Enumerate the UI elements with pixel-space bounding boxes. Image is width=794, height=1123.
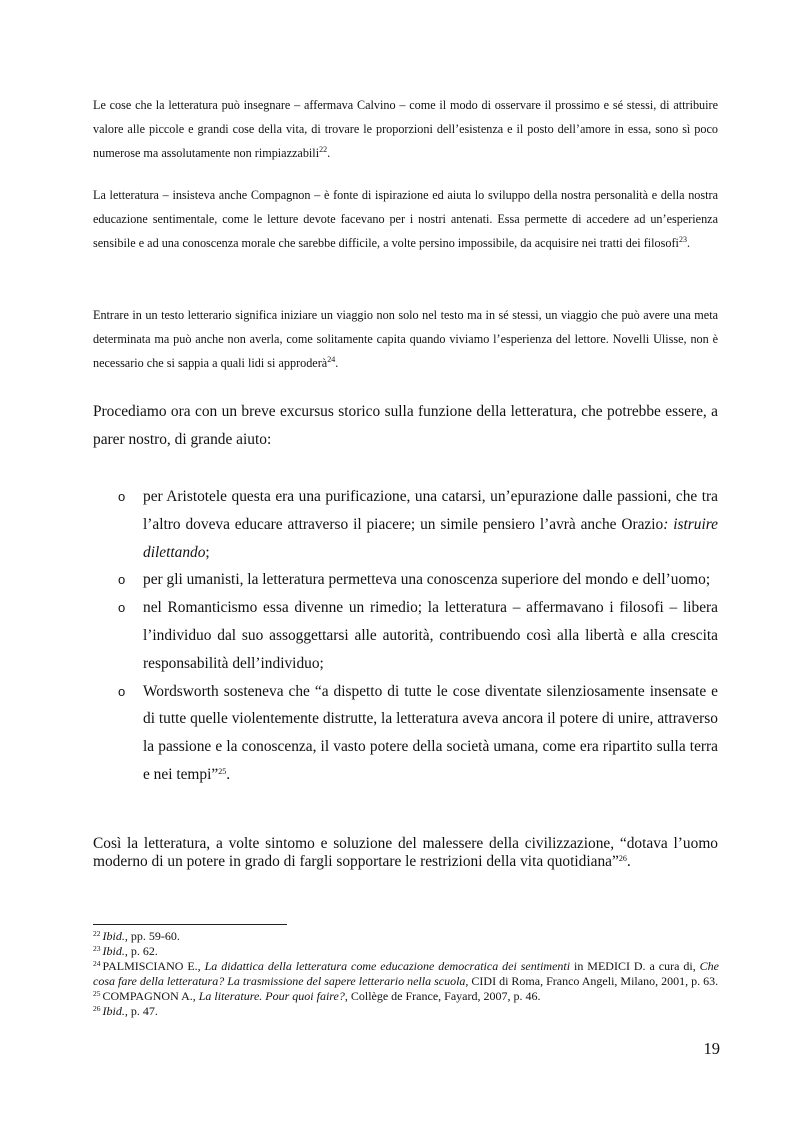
footnote-26: $^{26}$ Ibid., p. 47. — [93, 1004, 158, 1018]
list-item: o per gli umanisti, la letteratura permetteva una conoscenza superiore del mondo e dell’uomo; — [93, 566, 718, 594]
list-item: o per Aristotele questa era una purificazione, una catarsi, un’epurazione dalle passioni, che tra l’altro doveva educare attraverso il piacere; un simile pensiero l’avrà anche Orazio: istruire dilettando; — [93, 483, 718, 566]
block-quote-calvino: Le cose che la letteratura può insegnare – affermava Calvino – come il modo di osservare il prossimo e sé stessi, di attribuire valore alle piccole e grandi cose della vita, di trovare le proporzioni dell’esistenza e il posto dell’amore in essa, sono sì poco numerose ma assolutamente non rimpiazzabili$^{22}$. — [93, 98, 718, 160]
list-item: o nel Romanticismo essa divenne un rimedio; la letteratura – affermavano i filosofi – libera l’individuo dal suo assoggettarsi alle autorità, contribuendo così alla libertà e alla crescita responsabilità dell’individuo; — [93, 594, 718, 677]
history-bullet-list — [93, 483, 718, 789]
footnotes — [93, 929, 719, 1019]
bullet-marker: o — [118, 572, 126, 588]
bullet-marker: o — [118, 600, 126, 616]
footnote-22: $^{22}$ Ibid., pp. 59-60. — [93, 929, 180, 943]
block-quote-ulisse: Entrare in un testo letterario significa iniziare un viaggio non solo nel testo ma in sé stessi, un viaggio che può avere una meta determinata ma può anche non averla, come solitamente capita quando viviamo l’esperienza del lettore. Novelli Ulisse, non è necessario che si sappia a quali lidi si approderà$^{24}$. — [93, 308, 718, 370]
page-number: 19 — [703, 1039, 720, 1058]
bullet-marker: o — [118, 683, 126, 699]
footnote-ref-24[interactable]: 24 — [327, 355, 336, 364]
list-item: o Wordsworth sosteneva che “a dispetto di tutte le cose diventate silenziosamente insensate e di tutte quelle violentemente distrutte, la letteratura aveva ancora il potere di unire, attraverso la passione e la conoscenza, il vasto potere della società umana, come era ripartito sulla terra e nei tempi”$^{25}$. — [93, 678, 718, 789]
closing-paragraph: Così la letteratura, a volte sintomo e soluzione del malessere della civilizzazione, “dotava l’uomo moderno di un potere in grado di fargli sopportare le restrizioni della vita quotidiana”$^{26}$. — [93, 835, 718, 870]
intro-paragraph: Procediamo ora con un breve excursus storico sulla funzione della letteratura, che potrebbe essere, a parer nostro, di grande aiuto: — [93, 403, 718, 448]
footnote-25: $^{25}$ COMPAGNON A., La literature. Pour quoi faire?, Collège de France, Fayard, 2007, p. 46. — [93, 989, 541, 1003]
footnote-23: $^{23}$ Ibid., p. 62. — [93, 944, 158, 958]
footnote-24: $^{24}$ PALMISCIANO E., La didattica della letteratura come educazione democratica dei sentimenti in MEDICI D. a cura di, Che cosa fare della letteratura? La trasmissione del sapere letterario nella scuola, CIDI di Roma, Franco Angeli, Milano, 2001, p. 63. — [93, 959, 719, 988]
footnote-separator — [93, 924, 287, 925]
footnote-ref-23[interactable]: 23 — [678, 235, 687, 244]
bullet-marker: o — [118, 489, 126, 504]
footnote-ref-26[interactable]: 26 — [618, 854, 627, 863]
footnote-ref-25[interactable]: 25 — [218, 766, 227, 776]
footnote-ref-22[interactable]: 22 — [319, 145, 328, 154]
block-quote-compagnon: La letteratura – insisteva anche Compagnon – è fonte di ispirazione ed aiuta lo sviluppo della nostra personalità e della nostra educazione sentimentale, come le letture devote facevano per i nostri antenati. Essa permette di accedere ad un’esperienza sensibile e ad una conoscenza morale che sarebbe difficile, a volte persino impossibile, da acquisire nei tratti dei filosofi$^{23}$. — [93, 188, 718, 250]
